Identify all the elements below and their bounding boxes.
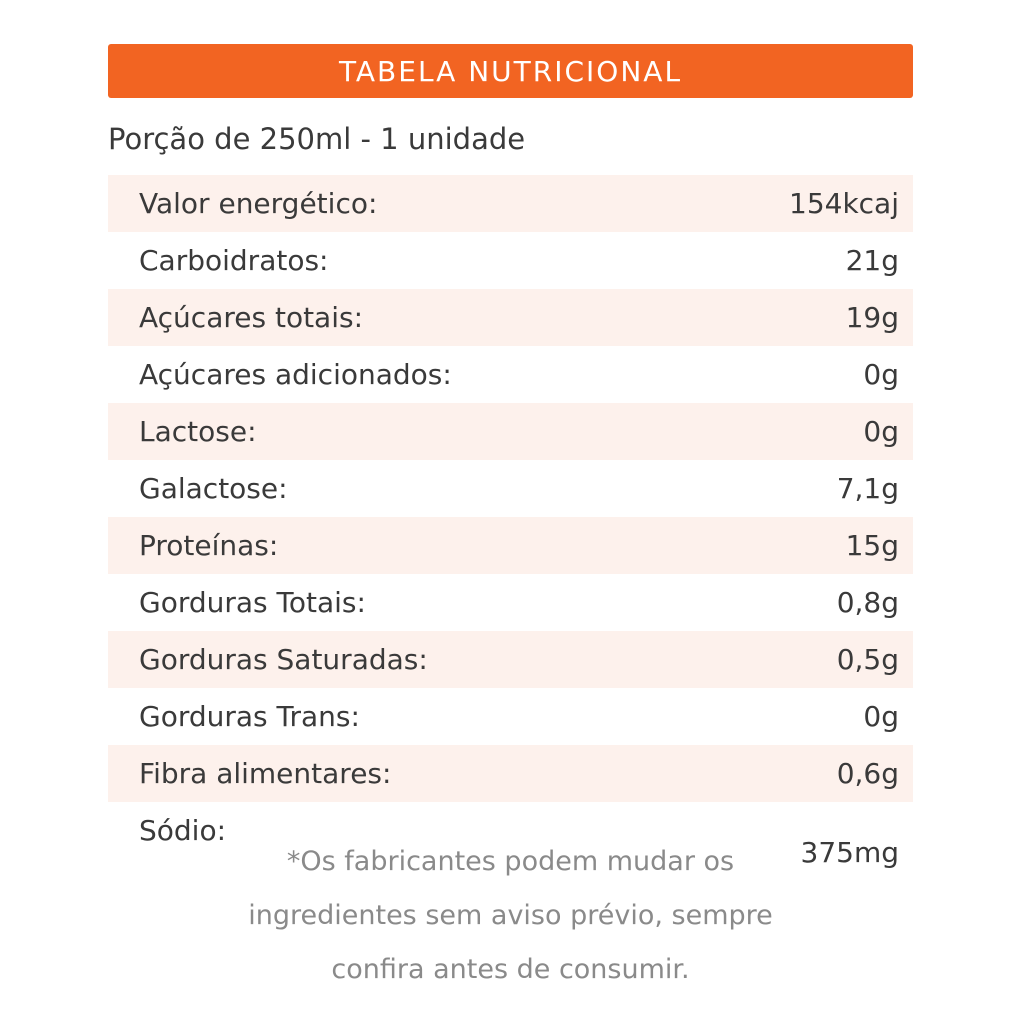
nutrition-row-added-sugars [108, 346, 913, 403]
nutrient-value: 0,6g [836, 757, 899, 790]
nutrient-label: Valor energético: [139, 187, 378, 220]
nutrient-value: 0,5g [836, 643, 899, 676]
nutrition-table-title: TABELA NUTRICIONAL [338, 54, 683, 88]
footnote-line: confira antes de consumir. [331, 954, 690, 985]
nutrition-row-energy [108, 175, 913, 232]
nutrient-value: 19g [845, 301, 899, 334]
nutrient-label: Carboidratos: [139, 244, 329, 277]
nutrition-row-lactose [108, 403, 913, 460]
nutrient-label: Gorduras Totais: [139, 586, 366, 619]
nutrient-value: 0g [863, 358, 899, 391]
nutrient-label: Gorduras Saturadas: [139, 643, 428, 676]
nutrition-row-fiber [108, 745, 913, 802]
nutrient-label: Sódio: [139, 814, 227, 847]
nutrient-value: 375mg [800, 836, 899, 869]
nutrient-value: 7,1g [836, 472, 899, 505]
nutrition-row-saturated-fat [108, 631, 913, 688]
nutrient-value: 154kcaj [789, 187, 899, 220]
nutrient-label: Lactose: [139, 415, 257, 448]
nutrition-row-proteins [108, 517, 913, 574]
nutrient-label: Gorduras Trans: [139, 700, 360, 733]
nutrient-value: 15g [845, 529, 899, 562]
footnote-line: *Os fabricantes podem mudar os [286, 846, 735, 877]
portion-size: Porção de 250ml - 1 unidade [108, 122, 526, 156]
disclaimer-footnote [108, 835, 913, 997]
nutrient-label: Galactose: [139, 472, 288, 505]
nutrient-value: 0,8g [836, 586, 899, 619]
nutrition-row-total-sugars [108, 289, 913, 346]
nutrition-row-carbohydrates [108, 232, 913, 289]
nutrient-label: Fibra alimentares: [139, 757, 392, 790]
nutrition-table-header [108, 44, 913, 98]
nutrient-value: 0g [863, 415, 899, 448]
nutrient-label: Açúcares totais: [139, 301, 364, 334]
footnote-line: ingredientes sem aviso prévio, sempre [248, 900, 773, 931]
nutrition-row-trans-fat [108, 688, 913, 745]
nutrition-table [108, 175, 913, 874]
nutrient-label: Açúcares adicionados: [139, 358, 452, 391]
nutrient-value: 21g [845, 244, 899, 277]
nutrition-row-galactose [108, 460, 913, 517]
nutrition-row-total-fat [108, 574, 913, 631]
nutrient-value: 0g [863, 700, 899, 733]
nutrient-label: Proteínas: [139, 529, 279, 562]
